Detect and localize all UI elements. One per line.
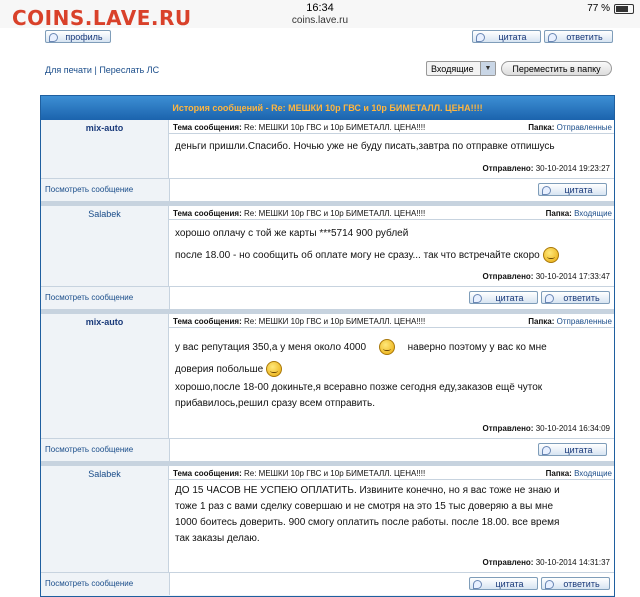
post-line: хорошо оплачу с той же карты ***5714 900 рублей [175, 228, 409, 239]
reply-button[interactable]: ответить [541, 577, 610, 590]
chevron-down-icon[interactable]: ▼ [480, 62, 495, 75]
post-footer-actions [169, 287, 615, 309]
post-subject: Тема сообщения: Re: МЕШКИ 10р ГВС и 10р БИМЕТАЛЛ. ЦЕНА!!!! [173, 209, 426, 218]
message-cell [169, 120, 614, 178]
post-folder: Папка: Отправленные [528, 123, 612, 132]
author-cell [41, 206, 169, 286]
folder-select-value: Входящие [431, 64, 474, 74]
post-footer [41, 572, 614, 595]
forward-pm-link[interactable]: Переслать ЛС [99, 65, 160, 75]
post-line-with-smiley: после 18.00 - но сообщить об оплате могу не сразу... так что встречайте скоро [175, 245, 559, 267]
divider [169, 479, 614, 480]
address-bar-url[interactable]: coins.lave.ru [291, 15, 349, 26]
post-line: тоже 1 раз с вами сделку совершаю и не смотря на это 15 тыс доверяю а вы мне [175, 501, 554, 512]
divider [169, 133, 614, 134]
smiley-icon [543, 247, 559, 263]
sent-timestamp: Отправлено: 30-10-2014 16:34:09 [482, 424, 610, 433]
smiley-icon [379, 339, 395, 355]
post-folder: Папка: Отправленные [528, 317, 612, 326]
message-cell [169, 466, 614, 572]
post-footer [41, 286, 614, 309]
print-link[interactable]: Для печати [45, 65, 92, 75]
quote-button[interactable]: цитата [538, 443, 607, 456]
post-footer [41, 438, 614, 461]
post-author[interactable]: mix-auto [85, 317, 124, 327]
post-line: прибавилось,решил сразу всем отправить. [175, 398, 375, 409]
post-line: хорошо,после 18-00 докиньте,я всеравно позже сегодня еду,заказов ещё чуток [175, 382, 543, 393]
view-message-link[interactable]: Посмотреть сообщение [45, 293, 134, 302]
view-message-link[interactable]: Посмотреть сообщение [45, 185, 134, 194]
folder-select[interactable] [426, 61, 496, 76]
post-line-with-smiley: у вас репутация 350,а у меня около 4000 наверно поэтому у вас ко мне [175, 336, 547, 360]
nav-separator: | [94, 65, 97, 75]
view-message-link[interactable]: Посмотреть сообщение [45, 445, 134, 454]
post-subject: Тема сообщения: Re: МЕШКИ 10р ГВС и 10р БИМЕТАЛЛ. ЦЕНА!!!! [173, 469, 426, 478]
history-post [41, 120, 614, 178]
smiley-icon [266, 361, 282, 377]
quote-button[interactable]: цитата [469, 577, 538, 590]
post-author[interactable]: Salabek [88, 209, 121, 219]
post-footer [41, 178, 614, 201]
watermark-logo: COINS.LAVE.RU [12, 6, 192, 30]
reply-button[interactable]: ответить [544, 30, 613, 43]
post-body [175, 483, 560, 547]
post-subject: Тема сообщения: Re: МЕШКИ 10р ГВС и 10р БИМЕТАЛЛ. ЦЕНА!!!! [173, 123, 426, 132]
quote-button[interactable]: цитата [538, 183, 607, 196]
post-body [175, 336, 547, 412]
author-cell [41, 314, 169, 438]
page-content [0, 28, 640, 589]
post-line: ДО 15 ЧАСОВ НЕ УСПЕЮ ОПЛАТИТЬ. Извините конечно, но я вас тоже не знаю и [175, 485, 560, 496]
message-cell [169, 314, 614, 438]
move-to-folder-button[interactable]: Переместить в папку [501, 61, 612, 76]
divider [169, 327, 614, 328]
post-body [175, 223, 559, 267]
battery-level: 77 % [587, 3, 610, 14]
author-cell [41, 466, 169, 572]
post-footer-actions [169, 179, 615, 201]
quote-button[interactable]: цитата [469, 291, 538, 304]
view-message-link[interactable]: Посмотреть сообщение [45, 579, 134, 588]
message-actions [45, 65, 159, 75]
history-post [41, 206, 614, 286]
post-footer-actions [169, 439, 615, 461]
profile-button[interactable]: профиль [45, 30, 111, 43]
history-post [41, 314, 614, 438]
post-subject: Тема сообщения: Re: МЕШКИ 10р ГВС и 10р БИМЕТАЛЛ. ЦЕНА!!!! [173, 317, 426, 326]
left-margin [0, 28, 40, 582]
divider [169, 219, 614, 220]
post-author[interactable]: mix-auto [85, 123, 124, 133]
post-folder: Папка: Входящие [545, 469, 612, 478]
post-line-with-smiley: доверия побольше [175, 360, 547, 380]
author-cell [41, 120, 169, 178]
post-line: деньги пришли.Спасибо. Ночью уже не буду писать,завтра по отправке отпишусь [175, 141, 555, 152]
reply-button[interactable]: ответить [541, 291, 610, 304]
sent-timestamp: Отправлено: 30-10-2014 14:31:37 [482, 558, 610, 567]
history-title: История сообщений - Re: МЕШКИ 10р ГВС и 10р БИМЕТАЛЛ. ЦЕНА!!!! [41, 96, 614, 120]
post-footer-actions [169, 573, 615, 595]
quote-button[interactable]: цитата [472, 30, 541, 43]
post-line: 1000 боитесь доверить. 900 смогу оплатить после работы. после 18.00. все время [175, 517, 560, 528]
post-folder: Папка: Входящие [545, 209, 612, 218]
history-post [41, 466, 614, 572]
post-line: так заказы делаю. [175, 533, 260, 544]
sent-timestamp: Отправлено: 30-10-2014 17:33:47 [482, 272, 610, 281]
post-author[interactable]: Salabek [88, 469, 121, 479]
post-body [175, 139, 555, 155]
status-time: 16:34 [306, 2, 334, 14]
message-history-panel [40, 95, 615, 597]
battery-icon [614, 4, 634, 14]
sent-timestamp: Отправлено: 30-10-2014 19:23:27 [482, 164, 610, 173]
message-cell [169, 206, 614, 286]
